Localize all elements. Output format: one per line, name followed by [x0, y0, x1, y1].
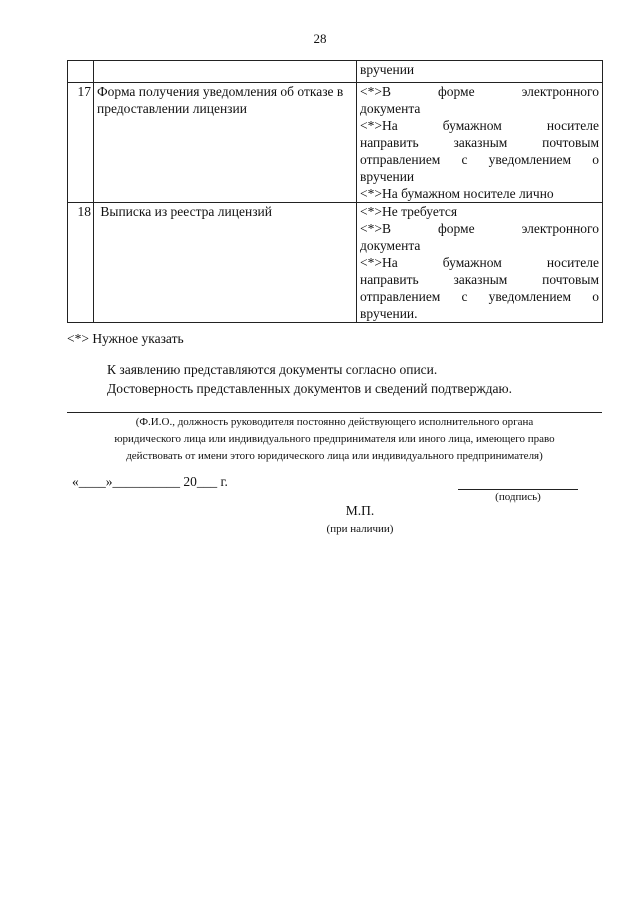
row-options-cell: [357, 61, 603, 83]
option-line: <*>На бумажном носителе: [360, 255, 599, 270]
row-number-cell: 17: [68, 83, 94, 203]
option-line: документа: [360, 101, 421, 116]
row-number-cell: [68, 61, 94, 83]
option-line: отправлением с уведомлением о: [360, 152, 599, 167]
option-line: <*>На бумажном носителе лично: [360, 186, 554, 201]
footnote: <*> Нужное указать: [67, 331, 184, 346]
option-line: <*>Не требуется: [360, 204, 458, 219]
table-row-17: [68, 83, 603, 203]
signature-line: [458, 489, 578, 490]
option-line: документа: [360, 238, 421, 253]
statement-confirmation: Достоверность представленных документов и сведений подтверждаю.: [107, 381, 512, 396]
row-name-cell: [94, 203, 357, 323]
signature-caption: (подпись): [495, 491, 541, 503]
option-line: вручении: [360, 62, 415, 77]
signatory-caption-line: действовать от имени этого юридического лица или индивидуального предпринимателя): [126, 450, 543, 462]
option-line: направить заказным почтовым: [360, 272, 599, 287]
option-line: отправлением с уведомлением о: [360, 289, 599, 304]
stamp-note: (при наличии): [326, 523, 394, 535]
row-options-cell: [357, 83, 603, 203]
row-name-text: Выписка из реестра лицензий: [100, 204, 272, 219]
option-line: <*>В форме электронного: [360, 221, 599, 236]
date-line: «____»__________ 20___ г.: [72, 474, 228, 489]
table-row-18: [68, 203, 603, 323]
row-name-cell: Форма получения уведомления об отказе в предоставлении лицензии: [94, 83, 357, 203]
option-line: направить заказным почтовым: [360, 135, 599, 150]
row-number-cell: 18: [68, 203, 94, 323]
option-line: вручении: [360, 169, 415, 184]
stamp-label: М.П.: [345, 503, 375, 518]
signatory-caption: [67, 414, 602, 465]
row-options-cell: [357, 203, 603, 323]
page-number: 28: [313, 31, 327, 46]
signatory-line: [67, 412, 602, 413]
row-name-cell: [94, 61, 357, 83]
option-line: вручении.: [360, 306, 418, 321]
statement-documents: К заявлению представляются документы согласно описи.: [107, 362, 438, 377]
signatory-caption-line: юридического лица или индивидуального предпринимателя или иного лица, имеющего право: [114, 433, 555, 445]
option-line: <*>В форме электронного: [360, 84, 599, 99]
option-line: <*>На бумажном носителе: [360, 118, 599, 133]
signatory-caption-line: (Ф.И.О., должность руководителя постоянно действующего исполнительного органа: [135, 416, 534, 428]
form-table: [67, 60, 603, 323]
table-row-continuation: [68, 61, 603, 83]
